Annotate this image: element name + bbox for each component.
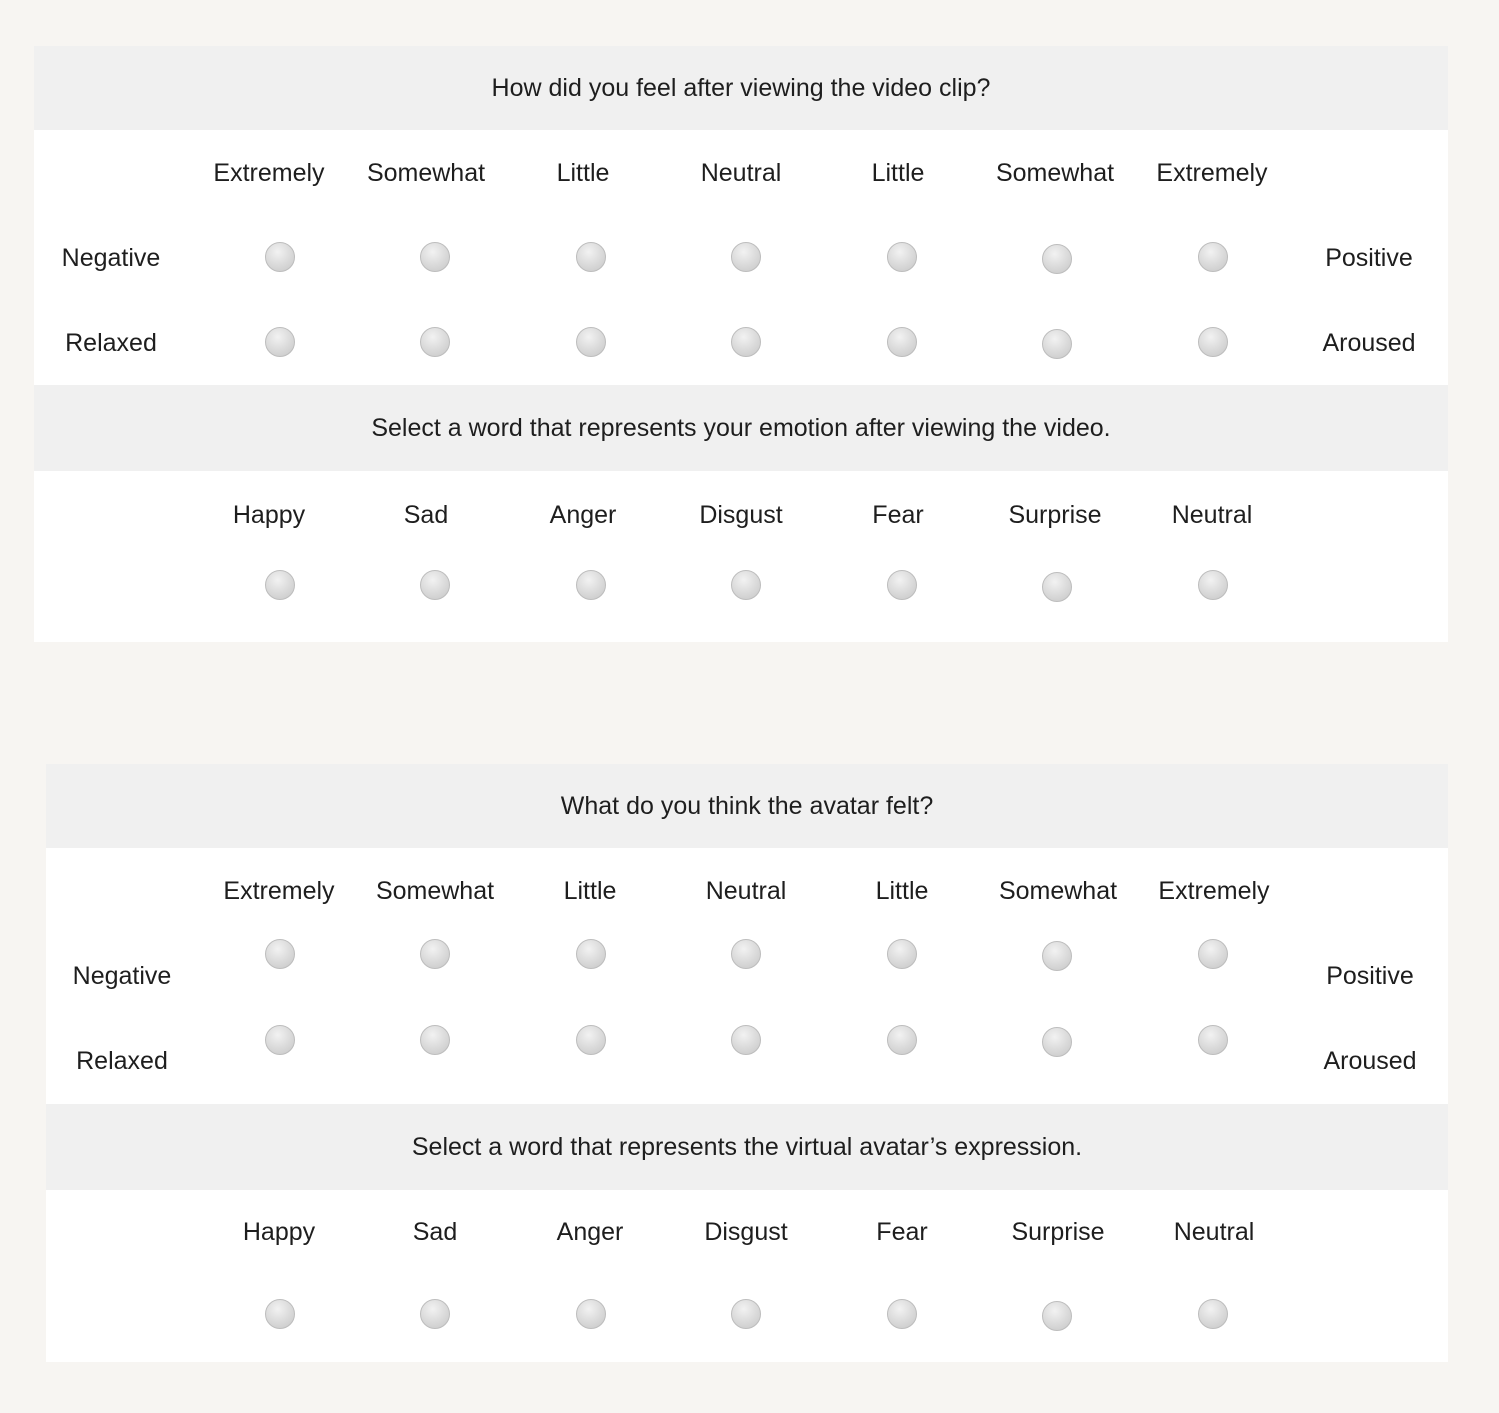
emotion-label-surprise: Surprise (1008, 501, 1102, 529)
rating-matrix (46, 848, 1448, 1104)
scale-label-somewhat: Somewhat (995, 159, 1115, 187)
radio-valence-5[interactable] (887, 939, 917, 969)
radio-valence-6[interactable] (1042, 244, 1072, 274)
radio-valence-7[interactable] (1198, 242, 1228, 272)
radio-emotion-disgust[interactable] (731, 1299, 761, 1329)
scale-label-extremely: Extremely (213, 159, 325, 187)
radio-emotion-fear[interactable] (887, 570, 917, 600)
emotion-label-sad: Sad (412, 1218, 458, 1246)
question-header (46, 764, 1448, 848)
survey-section-video-feeling (34, 46, 1448, 642)
radio-emotion-sad[interactable] (420, 1299, 450, 1329)
scale-label-somewhat: Somewhat (998, 877, 1118, 905)
scale-label-little: Little (875, 877, 929, 905)
emotion-question-text: Select a word that represents the virtual avatar’s expression. (411, 1132, 1083, 1161)
scale-label-extremely: Extremely (223, 877, 335, 905)
radio-valence-4[interactable] (731, 242, 761, 272)
emotion-label-disgust: Disgust (704, 1218, 788, 1246)
radio-emotion-fear[interactable] (887, 1299, 917, 1329)
emotion-choices (34, 471, 1448, 642)
radio-valence-2[interactable] (420, 939, 450, 969)
radio-emotion-sad[interactable] (420, 570, 450, 600)
radio-arousal-4[interactable] (731, 327, 761, 357)
radio-valence-4[interactable] (731, 939, 761, 969)
radio-arousal-7[interactable] (1198, 1025, 1228, 1055)
emotion-label-fear: Fear (872, 501, 924, 529)
emotion-choices (46, 1190, 1448, 1362)
emotion-question-text: Select a word that represents your emotion after viewing the video. (371, 413, 1111, 442)
radio-emotion-disgust[interactable] (731, 570, 761, 600)
radio-valence-3[interactable] (576, 939, 606, 969)
emotion-label-happy: Happy (232, 501, 306, 529)
emotion-label-anger: Anger (549, 501, 617, 529)
scale-label-somewhat: Somewhat (375, 877, 495, 905)
radio-arousal-1[interactable] (265, 327, 295, 357)
row-label-negative: Negative (72, 962, 172, 990)
emotion-label-sad: Sad (403, 501, 449, 529)
radio-arousal-3[interactable] (576, 1025, 606, 1055)
row-label-relaxed: Relaxed (76, 1047, 168, 1075)
emotion-label-neutral: Neutral (1173, 1218, 1255, 1246)
radio-arousal-5[interactable] (887, 1025, 917, 1055)
radio-emotion-neutral[interactable] (1198, 570, 1228, 600)
radio-emotion-happy[interactable] (265, 570, 295, 600)
radio-emotion-surprise[interactable] (1042, 572, 1072, 602)
radio-valence-2[interactable] (420, 242, 450, 272)
question-text: How did you feel after viewing the video clip? (491, 73, 991, 102)
radio-arousal-2[interactable] (420, 327, 450, 357)
radio-arousal-6[interactable] (1042, 1027, 1072, 1057)
radio-valence-6[interactable] (1042, 941, 1072, 971)
row-label-positive: Positive (1325, 244, 1413, 272)
survey-section-avatar-feeling (46, 764, 1448, 1362)
row-label-negative: Negative (61, 244, 161, 272)
scale-label-little: Little (556, 159, 610, 187)
emotion-label-anger: Anger (556, 1218, 624, 1246)
radio-emotion-neutral[interactable] (1198, 1299, 1228, 1329)
radio-valence-7[interactable] (1198, 939, 1228, 969)
scale-label-somewhat: Somewhat (366, 159, 486, 187)
radio-emotion-surprise[interactable] (1042, 1301, 1072, 1331)
radio-valence-3[interactable] (576, 242, 606, 272)
scale-label-little: Little (563, 877, 617, 905)
row-label-aroused: Aroused (1322, 329, 1416, 357)
row-label-relaxed: Relaxed (65, 329, 157, 357)
emotion-question-header (34, 385, 1448, 471)
scale-label-extremely: Extremely (1158, 877, 1270, 905)
emotion-label-disgust: Disgust (699, 501, 783, 529)
row-label-aroused: Aroused (1323, 1047, 1417, 1075)
radio-arousal-6[interactable] (1042, 329, 1072, 359)
scale-label-little: Little (871, 159, 925, 187)
radio-valence-1[interactable] (265, 242, 295, 272)
scale-label-neutral: Neutral (705, 877, 787, 905)
emotion-label-happy: Happy (242, 1218, 316, 1246)
emotion-label-neutral: Neutral (1171, 501, 1253, 529)
radio-emotion-happy[interactable] (265, 1299, 295, 1329)
radio-arousal-3[interactable] (576, 327, 606, 357)
scale-label-extremely: Extremely (1156, 159, 1268, 187)
radio-arousal-5[interactable] (887, 327, 917, 357)
radio-valence-5[interactable] (887, 242, 917, 272)
question-text: What do you think the avatar felt? (560, 791, 934, 820)
radio-emotion-anger[interactable] (576, 570, 606, 600)
radio-arousal-2[interactable] (420, 1025, 450, 1055)
radio-arousal-1[interactable] (265, 1025, 295, 1055)
radio-arousal-7[interactable] (1198, 327, 1228, 357)
radio-valence-1[interactable] (265, 939, 295, 969)
rating-matrix (34, 130, 1448, 385)
emotion-label-surprise: Surprise (1011, 1218, 1105, 1246)
emotion-question-header (46, 1104, 1448, 1190)
radio-arousal-4[interactable] (731, 1025, 761, 1055)
scale-label-neutral: Neutral (700, 159, 782, 187)
radio-emotion-anger[interactable] (576, 1299, 606, 1329)
row-label-positive: Positive (1326, 962, 1414, 990)
question-header (34, 46, 1448, 130)
emotion-label-fear: Fear (876, 1218, 928, 1246)
